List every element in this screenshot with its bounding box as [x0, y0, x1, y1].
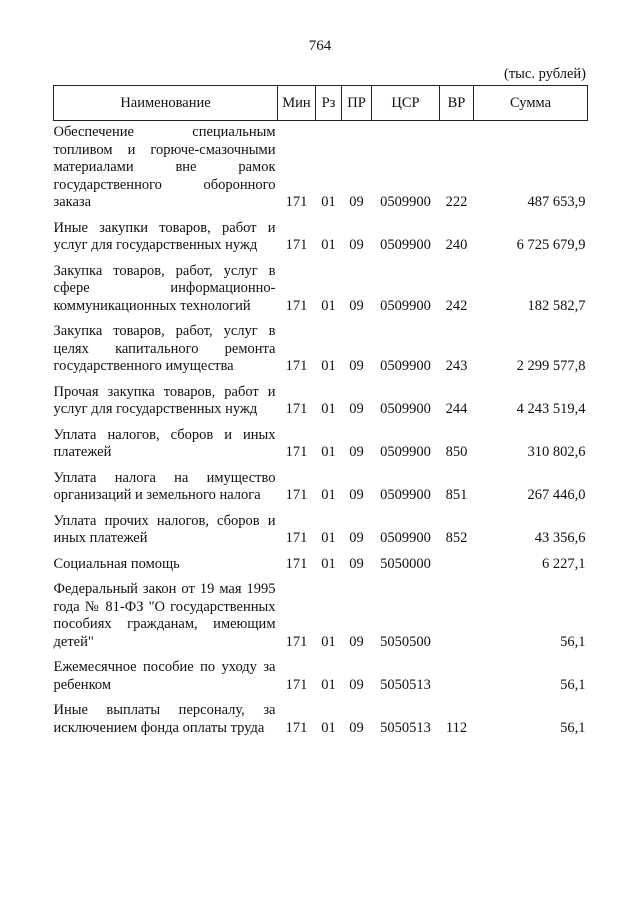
row-sum: 6 725 679,9 [516, 237, 586, 253]
row-name: Иные закупки товаров, работ и услуг для государственных нужд [53, 219, 276, 253]
header-min: Мин [278, 86, 316, 121]
row-min: 171 [285, 237, 308, 253]
row-min: 171 [285, 194, 308, 210]
row-rz: 01 [321, 401, 336, 417]
row-sum: 267 446,0 [527, 487, 586, 503]
row-min: 171 [285, 487, 308, 503]
row-pr: 09 [349, 358, 364, 374]
row-vr: 240 [445, 237, 468, 253]
row-rz: 01 [321, 719, 336, 736]
row-pr: 09 [349, 530, 364, 546]
row-name: Закупка товаров, работ, услуг в целях капитального ремонта государственного имущества [53, 323, 276, 374]
row-rz: 01 [321, 237, 336, 253]
row-pr: 09 [349, 237, 364, 253]
table-row [54, 212, 588, 255]
row-csr: 0509900 [380, 237, 431, 253]
row-name: Ежемесячное пособие по уходу за ребенком [53, 659, 276, 693]
row-pr: 09 [349, 719, 364, 736]
header-pr: ПР [342, 86, 372, 121]
row-vr [440, 651, 474, 694]
row-sum: 4 243 519,4 [516, 401, 586, 417]
row-csr: 0509900 [380, 297, 431, 314]
row-min: 171 [285, 555, 308, 572]
row-sum: 56,1 [560, 676, 586, 693]
row-name: Обеспечение специальным топливом и горюче-смазочными материалами вне рамок государственного оборонного заказа [53, 124, 276, 210]
row-name: Федеральный закон от 19 мая 1995 года № 81-ФЗ "О государственных пособиях гражданам, имеющим детей" [53, 581, 276, 650]
row-csr: 0509900 [380, 401, 431, 417]
table-row [54, 376, 588, 419]
row-rz: 01 [321, 358, 336, 374]
row-min: 171 [285, 297, 308, 314]
table-row [54, 462, 588, 505]
row-pr: 09 [349, 555, 364, 572]
table-row [54, 505, 588, 548]
table-row [54, 573, 588, 651]
page-number: 764 [308, 38, 332, 54]
row-vr: 852 [445, 530, 468, 546]
row-rz: 01 [321, 676, 336, 693]
row-name: Уплата налога на имущество организаций и земельного налога [53, 469, 276, 503]
header-rz: Рз [316, 86, 342, 121]
header-sum: Сумма [474, 86, 588, 121]
row-name: Закупка товаров, работ, услуг в сфере информационно-коммуникационных технологий [53, 262, 276, 314]
row-pr: 09 [349, 401, 364, 417]
row-name: Социальная помощь [53, 555, 180, 572]
row-rz: 01 [321, 194, 336, 210]
row-csr: 0509900 [380, 444, 431, 460]
row-vr [440, 548, 474, 574]
row-sum: 43 356,6 [534, 530, 586, 546]
row-min: 171 [285, 401, 308, 417]
row-sum: 56,1 [560, 719, 586, 736]
row-csr: 0509900 [380, 487, 431, 503]
row-csr: 5050500 [380, 633, 431, 650]
table-row [54, 121, 588, 212]
table-row [54, 315, 588, 376]
row-csr: 0509900 [380, 530, 431, 546]
row-csr: 5050513 [380, 719, 431, 736]
row-name: Прочая закупка товаров, работ и услуг для государственных нужд [53, 383, 276, 417]
table-row [54, 419, 588, 462]
table-body [54, 121, 588, 738]
budget-table [53, 85, 588, 737]
row-rz: 01 [321, 633, 336, 650]
row-pr: 09 [349, 633, 364, 650]
row-vr: 242 [445, 297, 468, 314]
row-rz: 01 [321, 297, 336, 314]
row-vr: 222 [445, 194, 468, 210]
row-pr: 09 [349, 487, 364, 503]
row-rz: 01 [321, 555, 336, 572]
row-name: Уплата налогов, сборов и иных платежей [53, 426, 276, 460]
row-name: Уплата прочих налогов, сборов и иных платежей [53, 512, 276, 546]
row-vr [440, 573, 474, 651]
row-min: 171 [285, 719, 308, 736]
table-header [54, 86, 588, 121]
row-pr: 09 [349, 444, 364, 460]
table-row [54, 651, 588, 694]
row-name: Иные выплаты персоналу, за исключением фонда оплаты труда [53, 702, 276, 736]
row-sum: 6 227,1 [542, 555, 586, 572]
row-min: 171 [285, 676, 308, 693]
row-min: 171 [285, 444, 308, 460]
row-sum: 56,1 [560, 633, 586, 650]
row-vr: 243 [445, 358, 468, 374]
row-min: 171 [285, 358, 308, 374]
header-csr: ЦСР [372, 86, 440, 121]
header-name: Наименование [54, 86, 278, 121]
row-csr: 5050513 [380, 676, 431, 693]
row-vr: 112 [445, 719, 468, 736]
row-vr: 851 [445, 487, 468, 503]
row-min: 171 [285, 530, 308, 546]
row-csr: 0509900 [380, 358, 431, 374]
row-sum: 182 582,7 [527, 297, 586, 314]
row-rz: 01 [321, 530, 336, 546]
row-pr: 09 [349, 676, 364, 693]
row-pr: 09 [349, 297, 364, 314]
header-vr: ВР [440, 86, 474, 121]
row-csr: 0509900 [380, 194, 431, 210]
row-csr: 5050000 [380, 555, 431, 572]
row-sum: 487 653,9 [527, 194, 586, 210]
row-min: 171 [285, 633, 308, 650]
row-sum: 310 802,6 [527, 444, 586, 460]
row-vr: 850 [445, 444, 468, 460]
row-vr: 244 [445, 401, 468, 417]
table-row [54, 694, 588, 737]
row-rz: 01 [321, 444, 336, 460]
row-rz: 01 [321, 487, 336, 503]
row-sum: 2 299 577,8 [516, 358, 586, 374]
row-pr: 09 [349, 194, 364, 210]
units-label: (тыс. рублей) [504, 66, 586, 82]
table-row [54, 255, 588, 316]
table-row [54, 548, 588, 574]
